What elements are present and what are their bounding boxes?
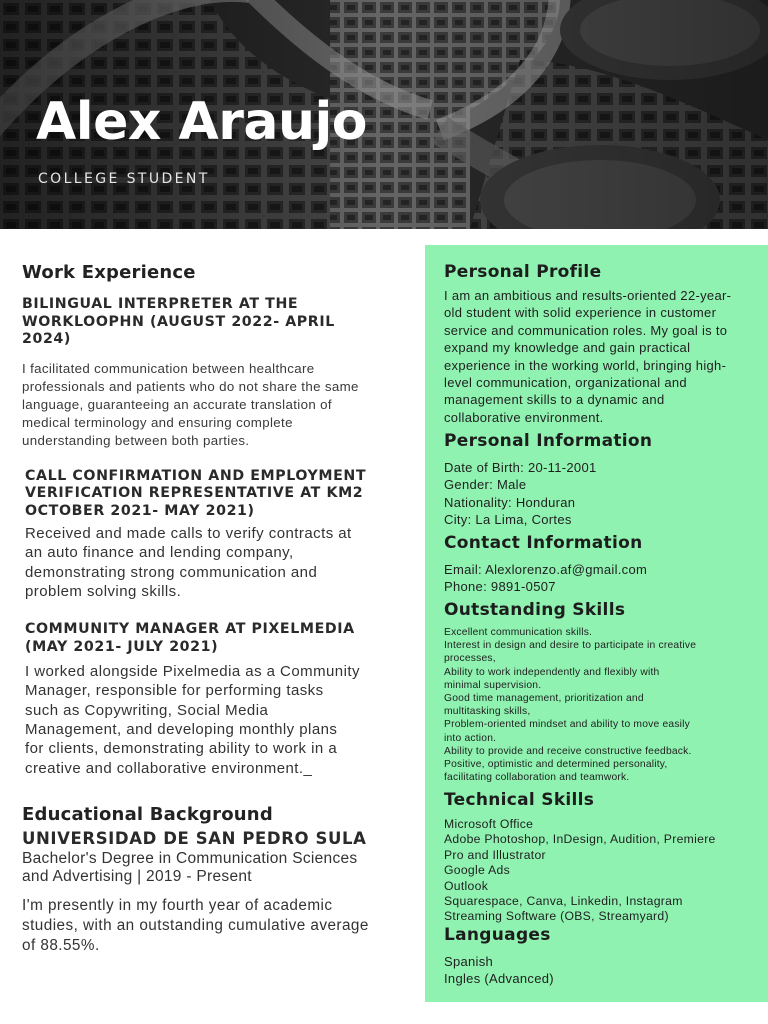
job-desc-line: such as Copywriting, Social Media [25,701,269,719]
sidebar-panel [425,245,768,1002]
job-desc-line: professionals and patients who do not share the same [22,378,359,394]
job-desc-line: understanding between both parties. [22,432,250,448]
job-desc-line: Manager, responsible for performing tasks [25,682,324,700]
tech-skill-line: Pro and Illustrator [444,847,546,862]
personal-info-line: City: La Lima, Cortes [444,512,572,528]
education-desc-line: of 88.55%. [22,936,100,954]
skill-line: minimal supervision. [444,679,542,691]
personal-information-heading: Personal Information [444,431,653,451]
language-line: Spanish [444,954,494,969]
job-title-line: WORKLOOPHN (AUGUST 2022- APRIL [22,313,335,330]
technical-skills-heading: Technical Skills [444,790,595,810]
degree-line: and Advertising | 2019 - Present [22,868,252,886]
job-desc-line: I facilitated communication between healthcare [22,360,315,376]
tech-skill-line: Adobe Photoshop, InDesign, Audition, Premiere [444,832,716,847]
profile-line: level communication, organizational and [444,375,687,391]
education-desc-line: I'm presently in my fourth year of academic [22,896,333,914]
job-description [25,662,402,778]
profile-line: management skills to a dynamic and [444,392,665,408]
contact-phone: Phone: 9891-0507 [444,579,556,595]
job-desc-line: an auto finance and lending company, [25,544,294,562]
skill-line: processes, [444,653,496,665]
tech-skill-line: Streaming Software (OBS, Streamyard) [444,909,669,924]
degree [22,850,402,887]
left-column [22,262,402,956]
profile-line: I am an ambitious and results-oriented 22-year- [444,288,732,303]
skill-line: Positive, optimistic and determined personality, [444,759,668,771]
outstanding-skills-text [444,626,744,784]
skill-line: Excellent communication skills. [444,627,593,638]
job-title-line: OCTOBER 2021- MAY 2021) [25,502,255,519]
personal-profile-text [444,287,756,426]
profile-line: service and communication roles. My goal is to [444,322,728,338]
profile-line: experience in the working world, bringing high- [444,357,727,373]
job-title [25,621,402,656]
personal-info-line: Nationality: Honduran [444,494,576,510]
candidate-role: COLLEGE STUDENT [38,171,210,187]
job-title-line: (MAY 2021- JULY 2021) [25,638,219,655]
job-title-line: BILINGUAL INTERPRETER AT THE [22,296,299,312]
outstanding-skills-heading: Outstanding Skills [444,600,626,620]
contact-information-heading: Contact Information [444,533,643,553]
job-desc-line: demonstrating strong communication and [25,563,318,581]
job-desc-line: Management, and developing monthly plans [25,721,338,739]
personal-info-line: Gender: Male [444,477,527,493]
skill-line: facilitating collaboration and teamwork. [444,772,630,784]
languages-text [444,953,756,988]
personal-information-text [444,459,756,529]
job-entry [22,296,402,450]
job-desc-line: Received and made calls to verify contracts at [25,525,352,542]
skill-line: multitasking skills, [444,706,531,718]
skill-line: Good time management, prioritization and [444,693,644,705]
job-title [25,468,402,521]
school-name: UNIVERSIDAD DE SAN PEDRO SULA [22,828,367,848]
skill-line: Problem-oriented mindset and ability to move easily [444,719,690,731]
job-description [22,360,402,450]
profile-line: expand my knowledge and gain practical [444,340,691,356]
skill-line: into action. [444,732,497,744]
job-entry [25,621,402,778]
header-banner [0,0,768,229]
language-line: Ingles (Advanced) [444,971,554,987]
education-desc-line: studies, with an outstanding cumulative average [22,916,369,934]
job-description [25,524,402,601]
profile-line: old student with solid experience in customer [444,305,717,321]
personal-info-line: Date of Birth: 20-11-2001 [444,460,597,475]
job-title-line: CALL CONFIRMATION AND EMPLOYMENT [25,467,367,484]
job-title-line: COMMUNITY MANAGER AT PIXELMEDIA [25,621,355,638]
candidate-name: Alex Araujo [36,92,368,152]
contact-information-text [444,561,756,596]
tech-skill-line: Outlook [444,878,489,893]
tech-skill-line: Squarespace, Canva, Linkedin, Instagram [444,894,683,909]
job-desc-line: for clients, demonstrating ability to work in a [25,740,338,758]
personal-profile-heading: Personal Profile [444,262,602,282]
job-desc-line: problem solving skills. [25,582,182,600]
skill-line: Ability to provide and receive constructive feedback. [444,745,692,757]
job-desc-line: language, guaranteeing an accurate translation of [22,396,332,412]
job-title-line: VERIFICATION REPRESENTATIVE AT KM2 [25,485,364,501]
job-desc-line: I worked alongside Pixelmedia as a Community [25,663,360,681]
tech-skill-line: Microsoft Office [444,817,534,831]
job-title-line: 2024) [22,331,71,347]
job-desc-line: medical terminology and ensuring complete [22,414,293,430]
skill-line: Ability to work independently and flexibly with [444,666,660,678]
skill-line: Interest in design and desire to participate in creative [444,640,697,652]
languages-heading: Languages [444,925,551,945]
education-description [22,896,402,956]
job-entry [25,468,402,602]
degree-line: Bachelor's Degree in Communication Sciences [22,849,358,867]
contact-email: Email: Alexlorenzo.af@gmail.com [444,562,648,577]
job-title [22,296,402,349]
education-section [22,804,402,956]
profile-line: collaborative environment. [444,409,604,425]
job-desc-line: creative and collaborative environment._ [25,759,313,777]
technical-skills-text [444,817,756,925]
tech-skill-line: Google Ads [444,863,511,878]
education-heading: Educational Background [22,803,273,825]
work-experience-heading: Work Experience [22,262,196,283]
